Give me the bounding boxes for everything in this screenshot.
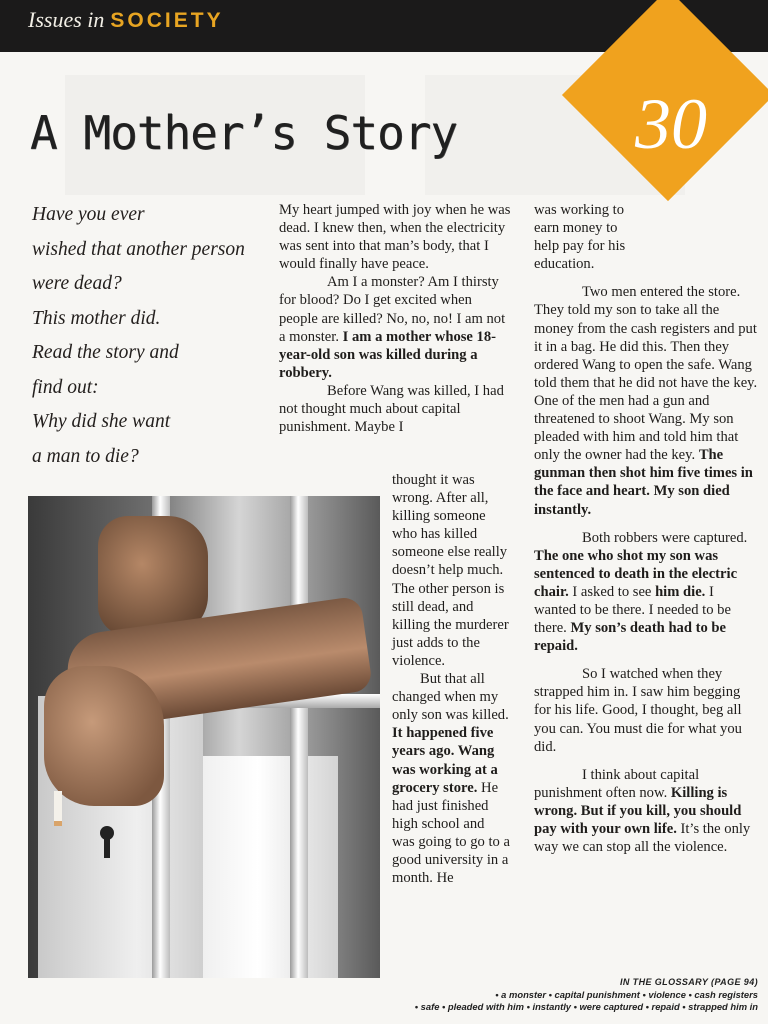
story-paragraph-4-cont: was working to earn money to help pay for his education. [534, 202, 626, 273]
text-run: I am a mother whose 18-year-old son was killed during a robbery. [279, 328, 496, 381]
text-run: It happened five years ago. Wang was working at a grocery store. [392, 725, 498, 796]
glossary-title: IN THE GLOSSARY (PAGE 94) [619, 977, 758, 987]
story-paragraph-5 [534, 283, 759, 518]
intro-questions [32, 198, 272, 474]
text-run: him die. [655, 583, 706, 600]
text-run: Am I a monster? Am I thirsty for blood? Do I get excited when people are killed? No, no, no! I am not a monster. [279, 274, 506, 345]
photo-gripping-hand [98, 516, 208, 636]
intro-line: This mother did. [32, 307, 161, 329]
keyhole-icon [100, 826, 114, 840]
text-run: Killing is wrong. But if you kill, you should pay with your own life. [534, 784, 742, 837]
story-paragraph-1 [279, 201, 511, 273]
intro-line: were dead? [32, 273, 122, 294]
text-run: Two men entered the store. They told my son to take all the money from the cash registers and put it in a bag. He did this. Then they ordered Wang to open the safe. Wang told them that he did not have the key. One of the men had a gun and threatened to shoot Wang. My son pleaded with him and told him that only the owner had the key. [534, 284, 758, 464]
story-paragraph-4 [392, 670, 510, 887]
cigarette-icon [54, 791, 62, 826]
story-paragraph-7: So I watched when they strapped him in. I saw him begging for his life. Good, I thought, beg all you can. You must die for what you did. [534, 666, 742, 755]
story-paragraph-3: Before Wang was killed, I had not thought much about capital punishment. Maybe I [279, 382, 504, 436]
text-run: . I knew then, when the electricity was sent into that man’s body, that I would finally have peace. [279, 220, 506, 273]
story-paragraph-3-cont: thought it was wrong. After all, killing someone who has killed someone else really doesn’t help much. The other person is still dead, and killing the murderer just adds to the violence. [392, 472, 509, 669]
prison-bars-photo [28, 496, 380, 978]
text-run: The gunman then shot him five times in the face and heart. My son died instantly. [534, 447, 753, 518]
intro-line: Read the story and [32, 342, 179, 363]
photo-bar [290, 496, 308, 978]
intro-line: Have you ever [32, 204, 145, 225]
glossary-terms-line-2: • safe • pleaded with him • instantly • were captured • repaid • strapped him in [414, 1001, 758, 1012]
page-number: 30 [635, 84, 707, 164]
text-run: I think about capital punishment often now. [534, 766, 700, 801]
glossary-footer [18, 976, 758, 1014]
intro-line: find out: [32, 376, 99, 398]
text-run: My heart jumped with joy when he was [279, 202, 511, 218]
story-paragraph-8 [534, 766, 759, 856]
text-run: Both robbers were captured. [582, 529, 748, 546]
section-label [28, 7, 224, 33]
glossary-terms-line-1: • a monster • capital punishment • violence • cash registers [495, 988, 758, 1000]
story-column-right [534, 201, 759, 856]
story-column-narrow [392, 471, 510, 887]
page-title: A Mother’s Story [30, 106, 458, 160]
text-run: dead [279, 220, 307, 237]
story-paragraph-2 [279, 273, 511, 382]
text-run: He had just finished high school and was going to go to a good university in a month. He [392, 779, 510, 887]
story-column-middle [279, 201, 511, 436]
text-run: My son’s death had to be repaid. [534, 620, 727, 655]
intro-line: Why did she want [32, 411, 171, 432]
text-run: I wanted to be there. I needed to be there. [534, 583, 731, 637]
text-run: I asked to see [568, 583, 656, 600]
photo-hand [44, 666, 164, 806]
intro-line: a man to die? [32, 445, 139, 467]
intro-line: wished that another person [32, 238, 245, 260]
text-run: But that all changed when my only son was killed. [392, 671, 509, 724]
text-run: It’s the only way we can stop all the violence. [534, 821, 751, 856]
story-paragraph-6 [534, 529, 759, 656]
society-text: SOCIETY [110, 9, 224, 32]
text-run: The one who shot my son was sentenced to death in the electric chair. [534, 547, 738, 600]
issues-in-text: Issues in [28, 7, 105, 32]
